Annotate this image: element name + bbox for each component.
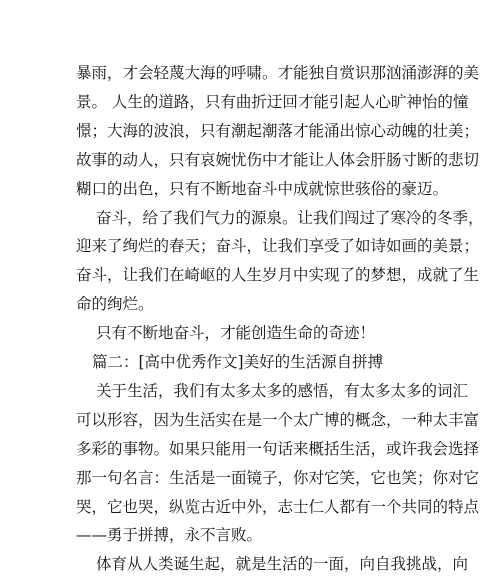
- text-line: 暴雨，才会轻蔑大海的呼啸。才能独自赏识那汹涌澎湃的美: [76, 64, 480, 82]
- text-line: 奋斗，给了我们气力的源泉。让我们闯过了寒冷的冬季，: [96, 208, 484, 227]
- text-line: 多彩的事物。如果只能用一句话来概括生活，或许我会选择: [76, 439, 480, 458]
- text-line: 故事的动人，只有哀婉忧伤中才能让人体会肝肠寸断的悲切: [76, 150, 480, 169]
- text-line: 糊口的出色，只有不断地奋斗中成就惊世骇俗的豪迈。: [76, 179, 449, 198]
- text-line: 命的绚烂。: [76, 295, 154, 314]
- text-line: 憬；大海的波浪，只有潮起潮落才能涌出惊心动魄的壮美；: [76, 121, 480, 140]
- section-heading: 篇二：[高中优秀作文]美好的生活源自拼搏: [92, 353, 384, 371]
- text-line: 奋斗，让我们在崎岖的人生岁月中实现了的梦想，成就了生: [76, 266, 480, 285]
- text-line: ——勇于拼搏，永不言败。: [76, 526, 263, 545]
- text-line: 迎来了绚烂的春天；奋斗，让我们享受了如诗如画的美景；: [76, 237, 480, 256]
- text-line: 那一句名言：生活是一面镜子，你对它笑，它也笑；你对它: [76, 468, 480, 487]
- text-line: 关于生活，我们有太多太多的感悟，有太多太多的词汇: [96, 381, 469, 400]
- text-line: 体育从人类诞生起，就是生活的一面，向自我挑战，向: [96, 555, 469, 574]
- text-line: 可以形容，因为生活实在是一个太广博的概念，一种太丰富: [76, 410, 480, 429]
- text-line: 景。 人生的道路，只有曲折迂回才能引起人心旷神怡的憧: [76, 92, 469, 111]
- text-line: 哭，它也哭，纵览古近中外，志士仁人都有一个共同的特点: [76, 497, 480, 516]
- text-line: 只有不断地奋斗，才能创造生命的奇迹！: [96, 324, 376, 343]
